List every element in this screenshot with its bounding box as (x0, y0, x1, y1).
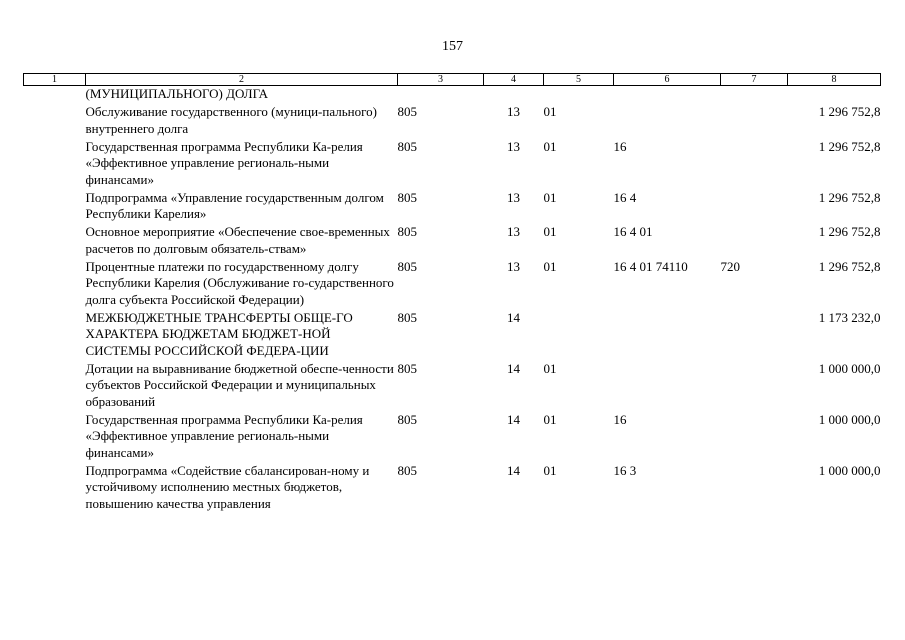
header-col-5: 5 (544, 74, 614, 86)
cell-index (24, 361, 86, 412)
table-row (24, 86, 881, 105)
cell-name: (МУНИЦИПАЛЬНОГО) ДОЛГА (85, 86, 269, 101)
cell-ved: 805 (397, 462, 417, 478)
cell-pr: 01 (543, 104, 557, 119)
cell-pr (544, 86, 614, 105)
header-col-8: 8 (788, 74, 881, 86)
cell-vr (721, 463, 788, 514)
cell-rz: 13 (507, 224, 520, 239)
cell-index (24, 86, 86, 105)
cell-csr: 16 3 (613, 462, 637, 478)
cell-pr: 01 (543, 189, 557, 205)
cell-index (24, 139, 86, 190)
cell-sum: 1 173 232,0 (818, 309, 881, 325)
cell-csr (614, 104, 721, 139)
cell-sum: 1 000 000,0 (818, 411, 881, 427)
cell-csr: 16 4 01 74110 (613, 258, 688, 274)
cell-csr: 16 (613, 138, 627, 154)
cell-csr (614, 310, 721, 361)
cell-index (24, 310, 86, 361)
cell-ved: 805 (397, 224, 417, 239)
cell-ved: 805 (397, 360, 417, 376)
cell-index (24, 104, 86, 139)
header-col-2: 2 (86, 74, 398, 86)
cell-ved: 805 (397, 258, 417, 274)
cell-vr (721, 104, 788, 139)
table-row (24, 310, 881, 361)
cell-ved: 805 (397, 309, 417, 325)
table-row (24, 190, 881, 225)
cell-ved: 805 (397, 138, 417, 154)
cell-csr (614, 361, 721, 412)
cell-pr: 01 (543, 138, 557, 154)
cell-vr (721, 412, 788, 463)
cell-sum: 1 296 752,8 (818, 224, 881, 239)
table-row (24, 224, 881, 259)
cell-rz: 13 (507, 258, 520, 274)
cell-vr (721, 310, 788, 361)
cell-vr: 720 (720, 258, 740, 274)
cell-name: Процентные платежи по государственному долгу Республики Карелия (Обслуживание го-сударственного долга субъекта Российской Федерации) (85, 258, 394, 307)
cell-sum: 1 296 752,8 (818, 104, 881, 119)
table-row (24, 463, 881, 514)
cell-rz: 13 (507, 138, 520, 154)
budget-table (23, 73, 881, 514)
cell-ved (398, 86, 484, 105)
cell-index (24, 224, 86, 259)
cell-sum: 1 296 752,8 (818, 258, 881, 274)
cell-rz: 14 (507, 309, 520, 325)
cell-sum: 1 296 752,8 (818, 138, 881, 154)
cell-pr: 01 (543, 411, 557, 427)
cell-rz (484, 86, 544, 105)
cell-pr (544, 310, 614, 361)
cell-sum: 1 000 000,0 (818, 462, 881, 478)
cell-name: Подпрограмма «Управление государственным долгом Республики Карелия» (85, 189, 384, 221)
cell-name: Основное мероприятие «Обеспечение свое-временных расчетов по долговым обязатель-ствам» (85, 224, 390, 256)
cell-name: Дотации на выравнивание бюджетной обеспе-ченности субъектов Российской Федерации и муниципальных образований (85, 360, 394, 409)
cell-rz: 13 (507, 189, 520, 205)
table-header (24, 74, 881, 86)
cell-sum: 1 000 000,0 (818, 360, 881, 376)
cell-name: Обслуживание государственного (муници-пального) внутреннего долга (85, 104, 377, 136)
cell-pr: 01 (543, 462, 557, 478)
cell-vr (721, 190, 788, 225)
cell-ved: 805 (397, 189, 417, 205)
cell-name: Государственная программа Республики Ка-релия «Эффективное управление региональ-ными финансами» (85, 138, 363, 187)
cell-rz: 13 (507, 104, 520, 119)
cell-vr (721, 139, 788, 190)
cell-csr (614, 86, 721, 105)
header-col-3: 3 (398, 74, 484, 86)
page-number: 157 (442, 39, 463, 54)
table-row (24, 104, 881, 139)
cell-rz: 14 (507, 411, 520, 427)
cell-csr: 16 (613, 411, 627, 427)
table-row (24, 139, 881, 190)
cell-pr: 01 (543, 360, 557, 376)
cell-index (24, 463, 86, 514)
cell-rz: 14 (507, 462, 520, 478)
cell-index (24, 259, 86, 310)
cell-name: МЕЖБЮДЖЕТНЫЕ ТРАНСФЕРТЫ ОБЩЕ-ГО ХАРАКТЕРА БЮДЖЕТАМ БЮДЖЕТ-НОЙ СИСТЕМЫ РОССИЙСКОЙ ФЕДЕРА-ЦИИ (85, 309, 353, 358)
cell-index (24, 412, 86, 463)
table-row (24, 259, 881, 310)
table-row (24, 412, 881, 463)
cell-sum (788, 86, 881, 105)
cell-vr (721, 86, 788, 105)
cell-name: Подпрограмма «Содействие сбалансирован-ному и устойчивому исполнению местных бюджетов, повышению качества управления (85, 462, 370, 511)
header-col-6: 6 (614, 74, 721, 86)
cell-pr: 01 (543, 224, 557, 239)
cell-ved: 805 (397, 411, 417, 427)
cell-pr: 01 (543, 258, 557, 274)
header-col-7: 7 (721, 74, 788, 86)
table-row (24, 361, 881, 412)
cell-ved: 805 (397, 104, 417, 119)
table-body (24, 86, 881, 514)
header-col-1: 1 (24, 74, 86, 86)
cell-sum: 1 296 752,8 (818, 189, 881, 205)
cell-csr: 16 4 01 (613, 224, 653, 239)
cell-name: Государственная программа Республики Ка-релия «Эффективное управление региональ-ными финансами» (85, 411, 363, 460)
header-col-4: 4 (484, 74, 544, 86)
cell-rz: 14 (507, 360, 520, 376)
cell-csr: 16 4 (613, 189, 637, 205)
cell-index (24, 190, 86, 225)
cell-vr (721, 361, 788, 412)
cell-vr (721, 224, 788, 259)
